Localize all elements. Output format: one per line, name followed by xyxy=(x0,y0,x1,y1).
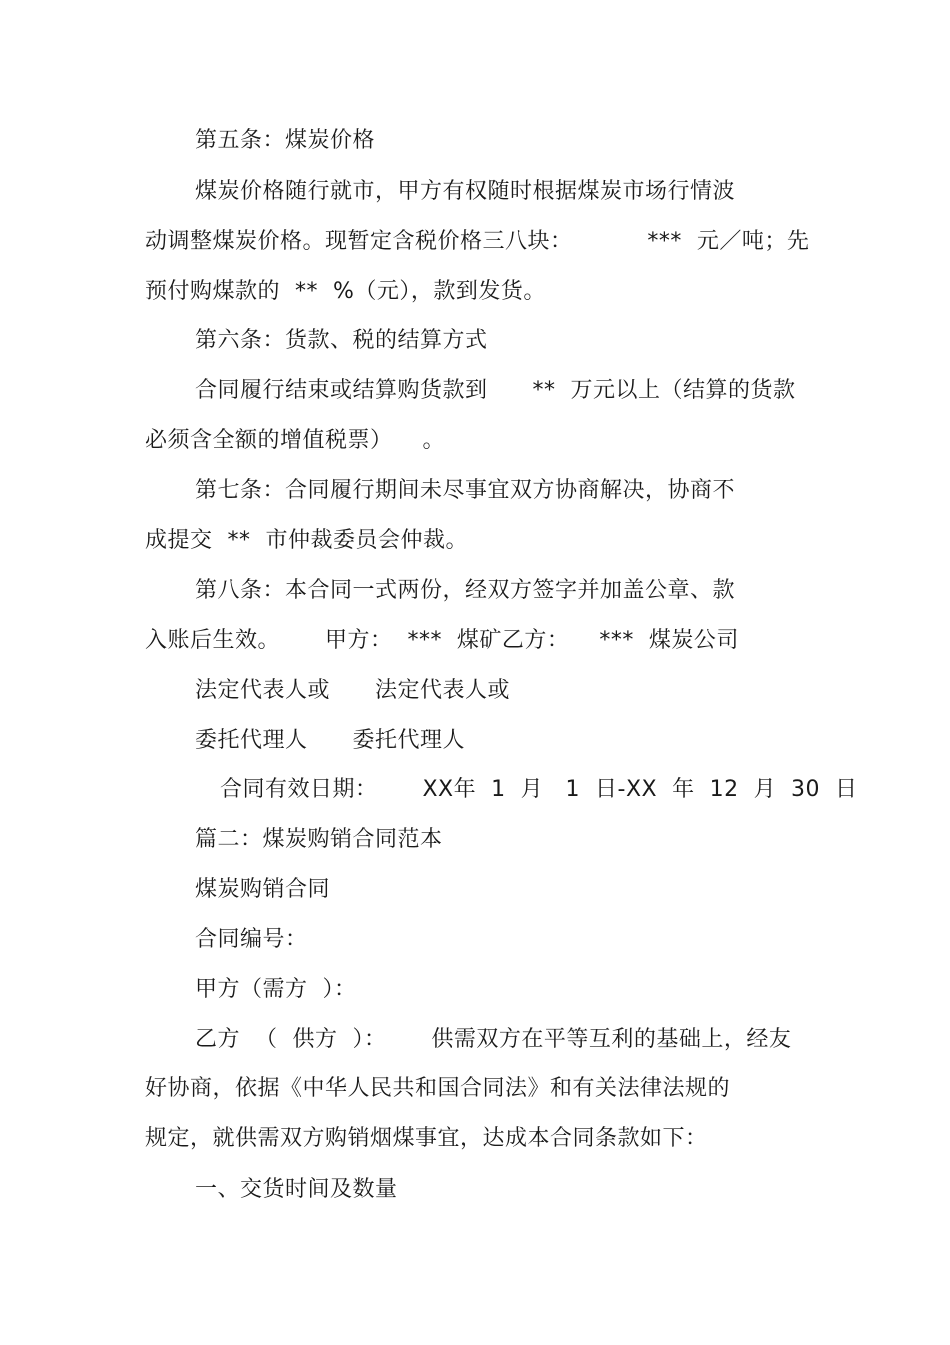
clause-1-heading: 一、交货时间及数量 xyxy=(195,1177,398,1202)
paragraph-line: 合同履行结束或结算购货款到 ** 万元以上（结算的货款 xyxy=(195,378,796,403)
party-a: 甲方（需方 ）： xyxy=(195,977,357,1002)
paragraph-line: 规定，就供需双方购销烟煤事宜，达成本合同条款如下： xyxy=(145,1126,708,1151)
paragraph-line: 入账后生效。 甲方： *** 煤矿乙方： *** 煤炭公司 xyxy=(145,628,739,653)
article-5-heading: 第五条：煤炭价格 xyxy=(195,128,376,153)
signature-agent: 委托代理人 委托代理人 xyxy=(195,728,465,753)
paragraph-line: 成提交 ** 市仲裁委员会仲裁。 xyxy=(145,528,468,553)
signature-representative: 法定代表人或 法定代表人或 xyxy=(195,678,510,703)
paragraph-line: 预付购煤款的 ** %（元），款到发货。 xyxy=(145,279,546,304)
paragraph-line: 必须含全额的增值税票） 。 xyxy=(145,428,445,453)
article-6-heading: 第六条：货款、税的结算方式 xyxy=(195,328,488,353)
contract-validity-period: 合同有效日期： XX年 1 月 1 日-XX 年 12 月 30 日 xyxy=(220,777,858,802)
party-b: 乙方 （ 供方 ）： 供需双方在平等互利的基础上，经友 xyxy=(195,1027,792,1052)
contract-title: 煤炭购销合同 xyxy=(195,877,331,902)
paragraph-line: 煤炭价格随行就市，甲方有权随时根据煤炭市场行情波 xyxy=(195,179,736,204)
contract-number: 合同编号： xyxy=(195,927,308,952)
paragraph-line: 动调整煤炭价格。现暂定含税价格三八块： *** 元／吨；先 xyxy=(145,229,810,254)
article-8-line: 第八条：本合同一式两份，经双方签字并加盖公章、款 xyxy=(195,578,736,603)
section-2-heading: 篇二：煤炭购销合同范本 xyxy=(195,827,443,852)
paragraph-line: 好协商，依据《中华人民共和国合同法》和有关法律法规的 xyxy=(145,1076,731,1101)
article-7-line: 第七条：合同履行期间未尽事宜双方协商解决，协商不 xyxy=(195,478,736,503)
